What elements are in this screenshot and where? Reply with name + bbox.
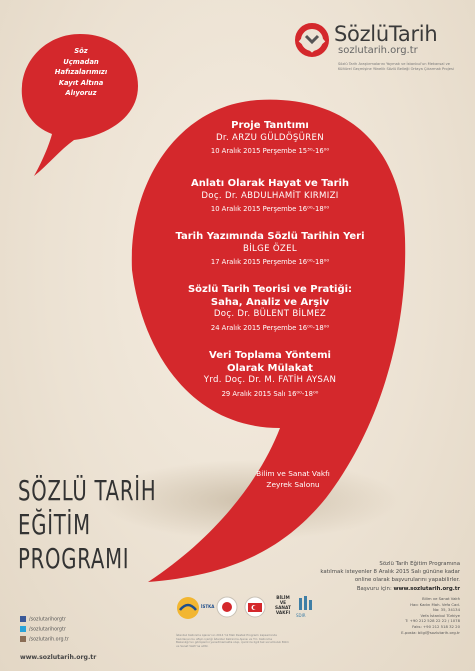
kalkinma-bakanligi-logo-icon (216, 596, 238, 618)
event-speaker: Doç. Dr. BÜLENT BİLMEZ (213, 309, 327, 319)
event-title: Tarih Yazımında Sözlü Tarihin Yeri (175, 231, 365, 242)
bsv-logo (272, 596, 294, 616)
bsv-logo-line: BİLİM (276, 596, 290, 601)
social-handle: /sozlutarihorgtr (29, 627, 66, 633)
sponsor-caption: İstanbul Kalkınma Ajansı'nın 2014 Yılı Mali Destek Programı kapsamında hazırlanan bu afişin içeriği İstanbul Kalkınma Ajansı ve T.C. Kalkınma Bakanlığı'nın görüşlerini yansıtmamakta olup, içerik ile ilgili tek sorumluluk Bilim ve Sanat Vakfı'na aittir. (176, 633, 289, 648)
apply-line: Sözlü Tarih Eğitim Programına (379, 561, 460, 567)
event-title: Proje Tanıtımı (231, 120, 309, 131)
brand-description: Sözlü Tarih Araştırmalarını Yaymak ve İstanbul'un Mekansal ve Kültürel Geçmişine Yönelik Sözlü Belleği Ortaya Çıkarmak Projesi (338, 62, 454, 71)
bsv-logo-line: SANAT (275, 606, 291, 611)
event-title: Sözlü Tarih Teorisi ve Pratiği: (187, 284, 353, 295)
sdir-logo-icon (296, 596, 316, 612)
event-5 (150, 350, 390, 400)
bubble-line: Uçmadan (63, 57, 99, 66)
event-date: 24 Aralık 2015 Perşembe 16⁰⁰-18⁰⁰ (210, 323, 330, 332)
instagram-icon (20, 636, 26, 642)
event-2 (150, 178, 390, 215)
event-title: Veri Toplama Yöntemi (209, 350, 331, 361)
apply-line (238, 585, 460, 593)
facebook-icon (20, 616, 26, 622)
event-4 (150, 284, 390, 334)
sdir-label: SDIR (296, 613, 306, 618)
event-title-line2: Saha, Analiz ve Arşiv (210, 296, 330, 308)
contact-line: Bilim ve Sanat Vakfı (422, 596, 460, 601)
social-handle: /sozlutarih.org.tr (29, 637, 69, 643)
apply-line: online olarak başvurularını yapabilirler. (354, 577, 460, 584)
social-facebook[interactable] (20, 616, 66, 623)
contact-line: Faks: +90 212 518 32 20 (412, 623, 460, 629)
apply-prefix: Başvuru için: (356, 585, 392, 592)
istka-logo-icon (176, 596, 200, 620)
contact-line: Hacı Kadın Mah. Vefa Cad. (410, 601, 460, 607)
brand-name: SözlüTarih (334, 22, 438, 46)
program-title-line3: PROGRAMI (18, 542, 130, 575)
twitter-icon (20, 626, 26, 632)
venue (240, 468, 346, 490)
contact-email[interactable]: E-posta: bilgi@sozlutarih.org.tr (401, 629, 460, 635)
bsv-logo-line: VE (279, 601, 287, 606)
contact-info (372, 596, 460, 635)
program-title-line1: SÖZLÜ TARİH (18, 474, 157, 507)
contact-line: No: 35, 34134 (433, 607, 460, 613)
venue-hall: Zeyrek Salonu (266, 480, 320, 489)
istka-label: İSTKA (201, 604, 215, 609)
social-handle: /sozlutarihorgtr (29, 617, 66, 623)
event-3 (150, 231, 390, 268)
event-title-line2: Olarak Mülakat (227, 362, 313, 374)
contact-line: T: +90 212 528 22 22 / 1078 (405, 618, 460, 624)
program-title-line2: EĞİTİM (18, 508, 91, 541)
brand-url[interactable]: sozlutarih.org.tr (338, 45, 418, 56)
main-url[interactable]: www.sozlutarih.org.tr (20, 654, 97, 661)
sozlutarih-logo-icon (294, 22, 330, 58)
event-date: 17 Aralık 2015 Perşembe 16⁰⁰-18⁰⁰ (210, 258, 330, 266)
event-speaker: BİLGE ÖZEL (243, 243, 297, 254)
bubble-line: Kayıt Altına (58, 78, 104, 87)
venue-name: Bilim ve Sanat Vakfı (256, 469, 330, 478)
contact-line: Vefa İstanbul Türkiye (420, 612, 460, 618)
turkey-flag-logo-icon (244, 596, 266, 618)
application-info (238, 560, 460, 593)
event-date: 10 Aralık 2015 Perşembe 16⁰⁰-18⁰⁰ (210, 205, 330, 213)
event-speaker: Yrd. Doç. Dr. M. FATİH AYSAN (203, 375, 337, 385)
bubble-text (40, 46, 122, 99)
bubble-line: Söz (74, 47, 88, 55)
social-instagram[interactable] (20, 636, 69, 643)
apply-link[interactable]: www.sozlutarih.org.tr (393, 585, 460, 592)
event-speaker: Dr. ARZU GÜLDÖŞÜREN (216, 132, 324, 143)
apply-line: katılmak isteyenler 8 Aralık 2015 Salı gününe kadar (320, 569, 460, 576)
bsv-logo-line: VAKFI (275, 611, 291, 616)
social-twitter[interactable] (20, 626, 66, 633)
event-date: 29 Aralık 2015 Salı 16⁰⁰-18⁰⁰ (221, 389, 319, 398)
event-title: Anlatı Olarak Hayat ve Tarih (190, 178, 350, 189)
event-speaker: Doç. Dr. ABDULHAMİT KIRMIZI (201, 190, 339, 201)
bubble-line: Hafızalarımızı (54, 68, 108, 76)
bubble-line: Alıyoruz (65, 89, 97, 97)
event-1 (150, 120, 390, 157)
event-date: 10 Aralık 2015 Perşembe 15³⁰-16⁰⁰ (210, 147, 330, 155)
